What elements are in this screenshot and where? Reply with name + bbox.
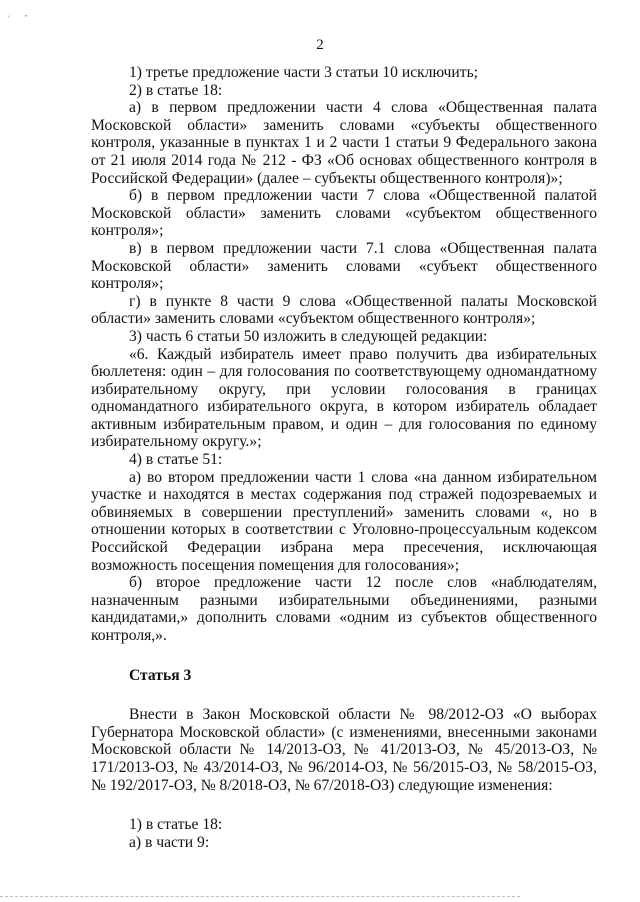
paragraph-item-1: 1) третье предложение части 3 статьи 10 исключить; bbox=[129, 64, 479, 81]
article-heading: Статья 3 bbox=[129, 666, 192, 684]
paragraph-subitem-a: а) в первом предложении части 4 слова «Общественная палата Московской области» заменить словами «субъекты общественного контроля, указанные в пунктах 1 и 2 части 1 статьи 9 Федерального закона от 21 июля 2014 года № 212 - ФЗ «Об основах общественного контроля в Российской Федерации» (далее – субъекты общественного контроля)»; bbox=[91, 99, 597, 187]
page-number: 2 bbox=[316, 37, 324, 53]
paragraph-subitem-g: г) в пункте 8 части 9 слова «Общественной палаты Московской области» заменить словами «субъектом общественного контроля»; bbox=[91, 292, 597, 328]
paragraph-item-4: 4) в статье 51: bbox=[129, 451, 223, 469]
paragraph-item-3: 3) часть 6 статьи 50 изложить в следующей редакции: bbox=[129, 327, 488, 345]
article-intro: Внести в Закон Московской области № 98/2012-ОЗ «О выборах Губернатора Московской области» (с изменениями, внесенными законами Московской области № 14/2013-ОЗ, № 41/2013-ОЗ, № 45/2013-ОЗ, № 171/2013-ОЗ, № 43/2014-ОЗ, № 96/2014-ОЗ, № 56/2015-ОЗ, № 58/2015-ОЗ, № 192/2017-ОЗ, № 8/2018-ОЗ, № 67/2018-ОЗ) следующие изменения: bbox=[91, 706, 597, 794]
paragraph-subitem-b-art51: б) второе предложение части 12 после слов «наблюдателям, назначенным разными избирательными объединениями, разными кандидатами,» дополнить словами «одним из субъектов общественного контроля,». bbox=[91, 574, 597, 644]
paragraph-subitem-v: в) в первом предложении части 7.1 слова «Общественная палата Московской области» заменить словами «субъект общественного контроля»; bbox=[91, 239, 597, 293]
document-body bbox=[91, 64, 597, 851]
scan-marks: ′ ‶ bbox=[8, 14, 34, 24]
paragraph-bottom-subitem-a: а) в части 9: bbox=[129, 833, 210, 851]
bottom-divider bbox=[0, 896, 520, 897]
paragraph-bottom-item-1: 1) в статье 18: bbox=[129, 816, 223, 834]
paragraph-item-2: 2) в статье 18: bbox=[129, 81, 223, 99]
paragraph-subitem-b: б) в первом предложении части 7 слова «Общественной палатой Московской области» заменить словами «субъектом общественного контроля»; bbox=[91, 187, 597, 240]
paragraph-subitem-a-art51: а) во втором предложении части 1 слова «на данном избирательном участке и находятся в местах содержания под стражей подозреваемых и обвиняемых в совершении преступлений» заменить словами «, но в отношении которых в соответствии с Уголовно-процессуальным кодексом Российской Федерации избрана мера пресечения, исключающая возможность посещения помещения для голосования»; bbox=[91, 468, 597, 574]
paragraph-new-text-part-6: «6. Каждый избиратель имеет право получить два избирательных бюллетеня: один – для голосования по соответствующему одномандатному избирательному округу, при условии голосования в границах одномандатного избирательного округа, в котором избиратель обладает активным избирательным правом, и один – для голосования по единому избирательному округу.»; bbox=[91, 345, 597, 451]
